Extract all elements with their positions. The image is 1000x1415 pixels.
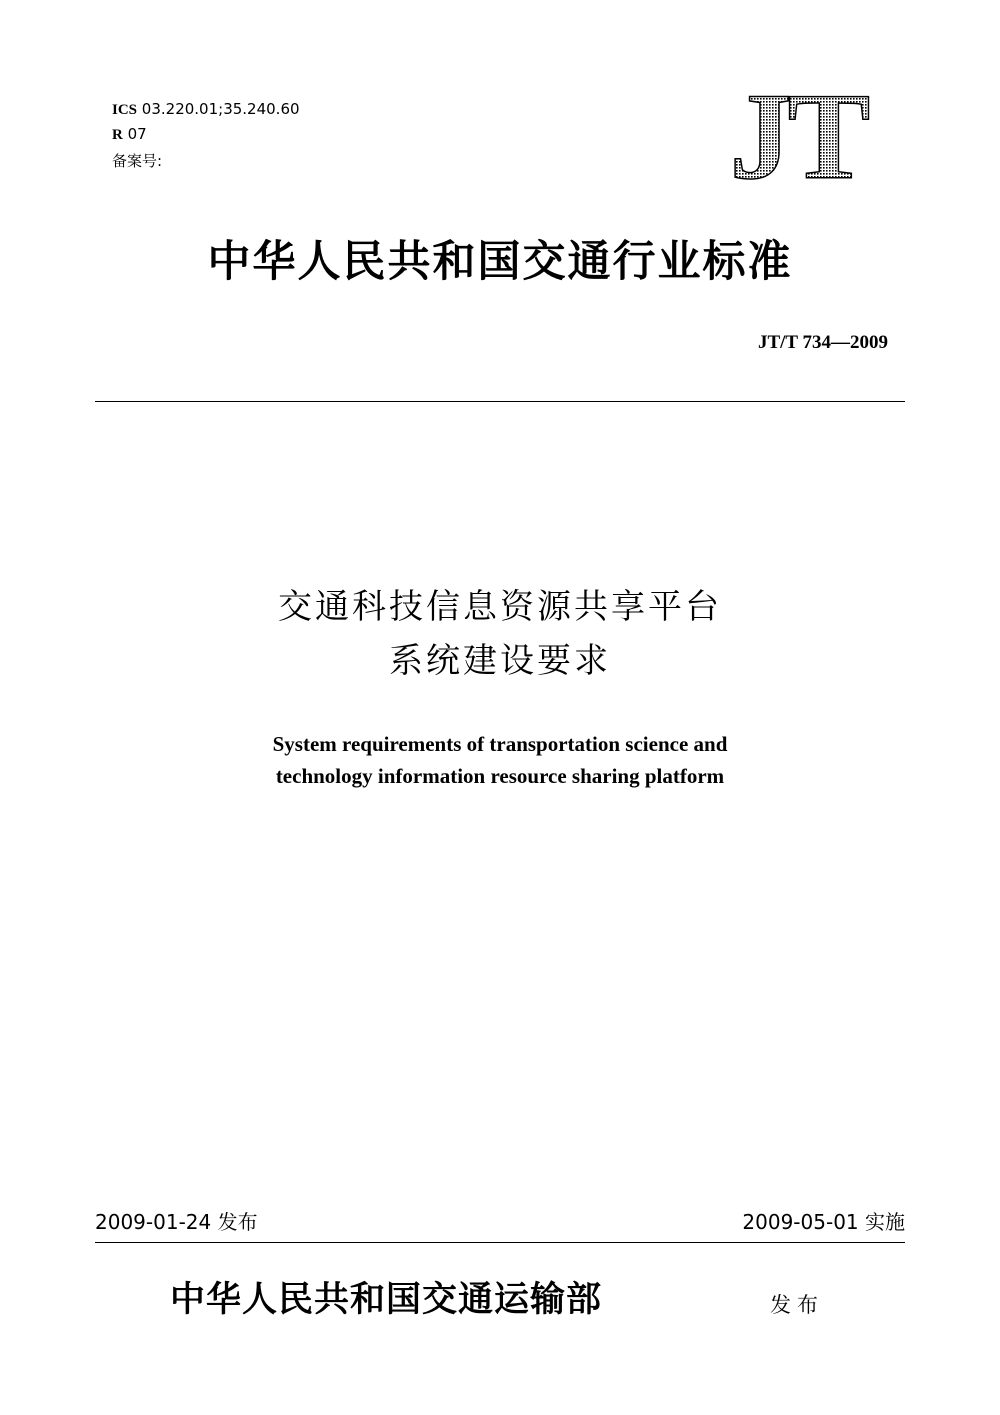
- publisher-name: 中华人民共和国交通运输部: [170, 1279, 603, 1320]
- ics-value: 03.220.01;35.240.60: [141, 100, 300, 118]
- standard-type-heading: 中华人民共和国交通行业标准: [207, 237, 793, 287]
- standard-number: JT/T 734—2009: [757, 332, 888, 353]
- footer-divider: [95, 1242, 905, 1243]
- ics-label: ICS: [112, 102, 138, 118]
- jt-logo: [700, 86, 896, 186]
- ics-code-line: [112, 100, 300, 119]
- publisher-suffix: 发布: [770, 1293, 824, 1317]
- jt-logo-text: JT: [729, 86, 867, 186]
- implementation-date: 2009-05-01 实施: [742, 1210, 905, 1234]
- title-en-line-2: technology information resource sharing platform: [275, 764, 725, 788]
- filing-number-label: 备案号:: [112, 152, 163, 170]
- ccs-code-line: [112, 125, 147, 144]
- title-en-line-1: System requirements of transportation science and: [272, 732, 728, 756]
- title-zh-line-2: 系统建设要求: [389, 641, 611, 681]
- ccs-label: R: [112, 127, 123, 143]
- header-divider: [95, 401, 905, 402]
- issue-date: 2009-01-24 发布: [95, 1210, 258, 1234]
- title-zh-line-1: 交通科技信息资源共享平台: [278, 587, 722, 627]
- ccs-value: 07: [127, 125, 147, 143]
